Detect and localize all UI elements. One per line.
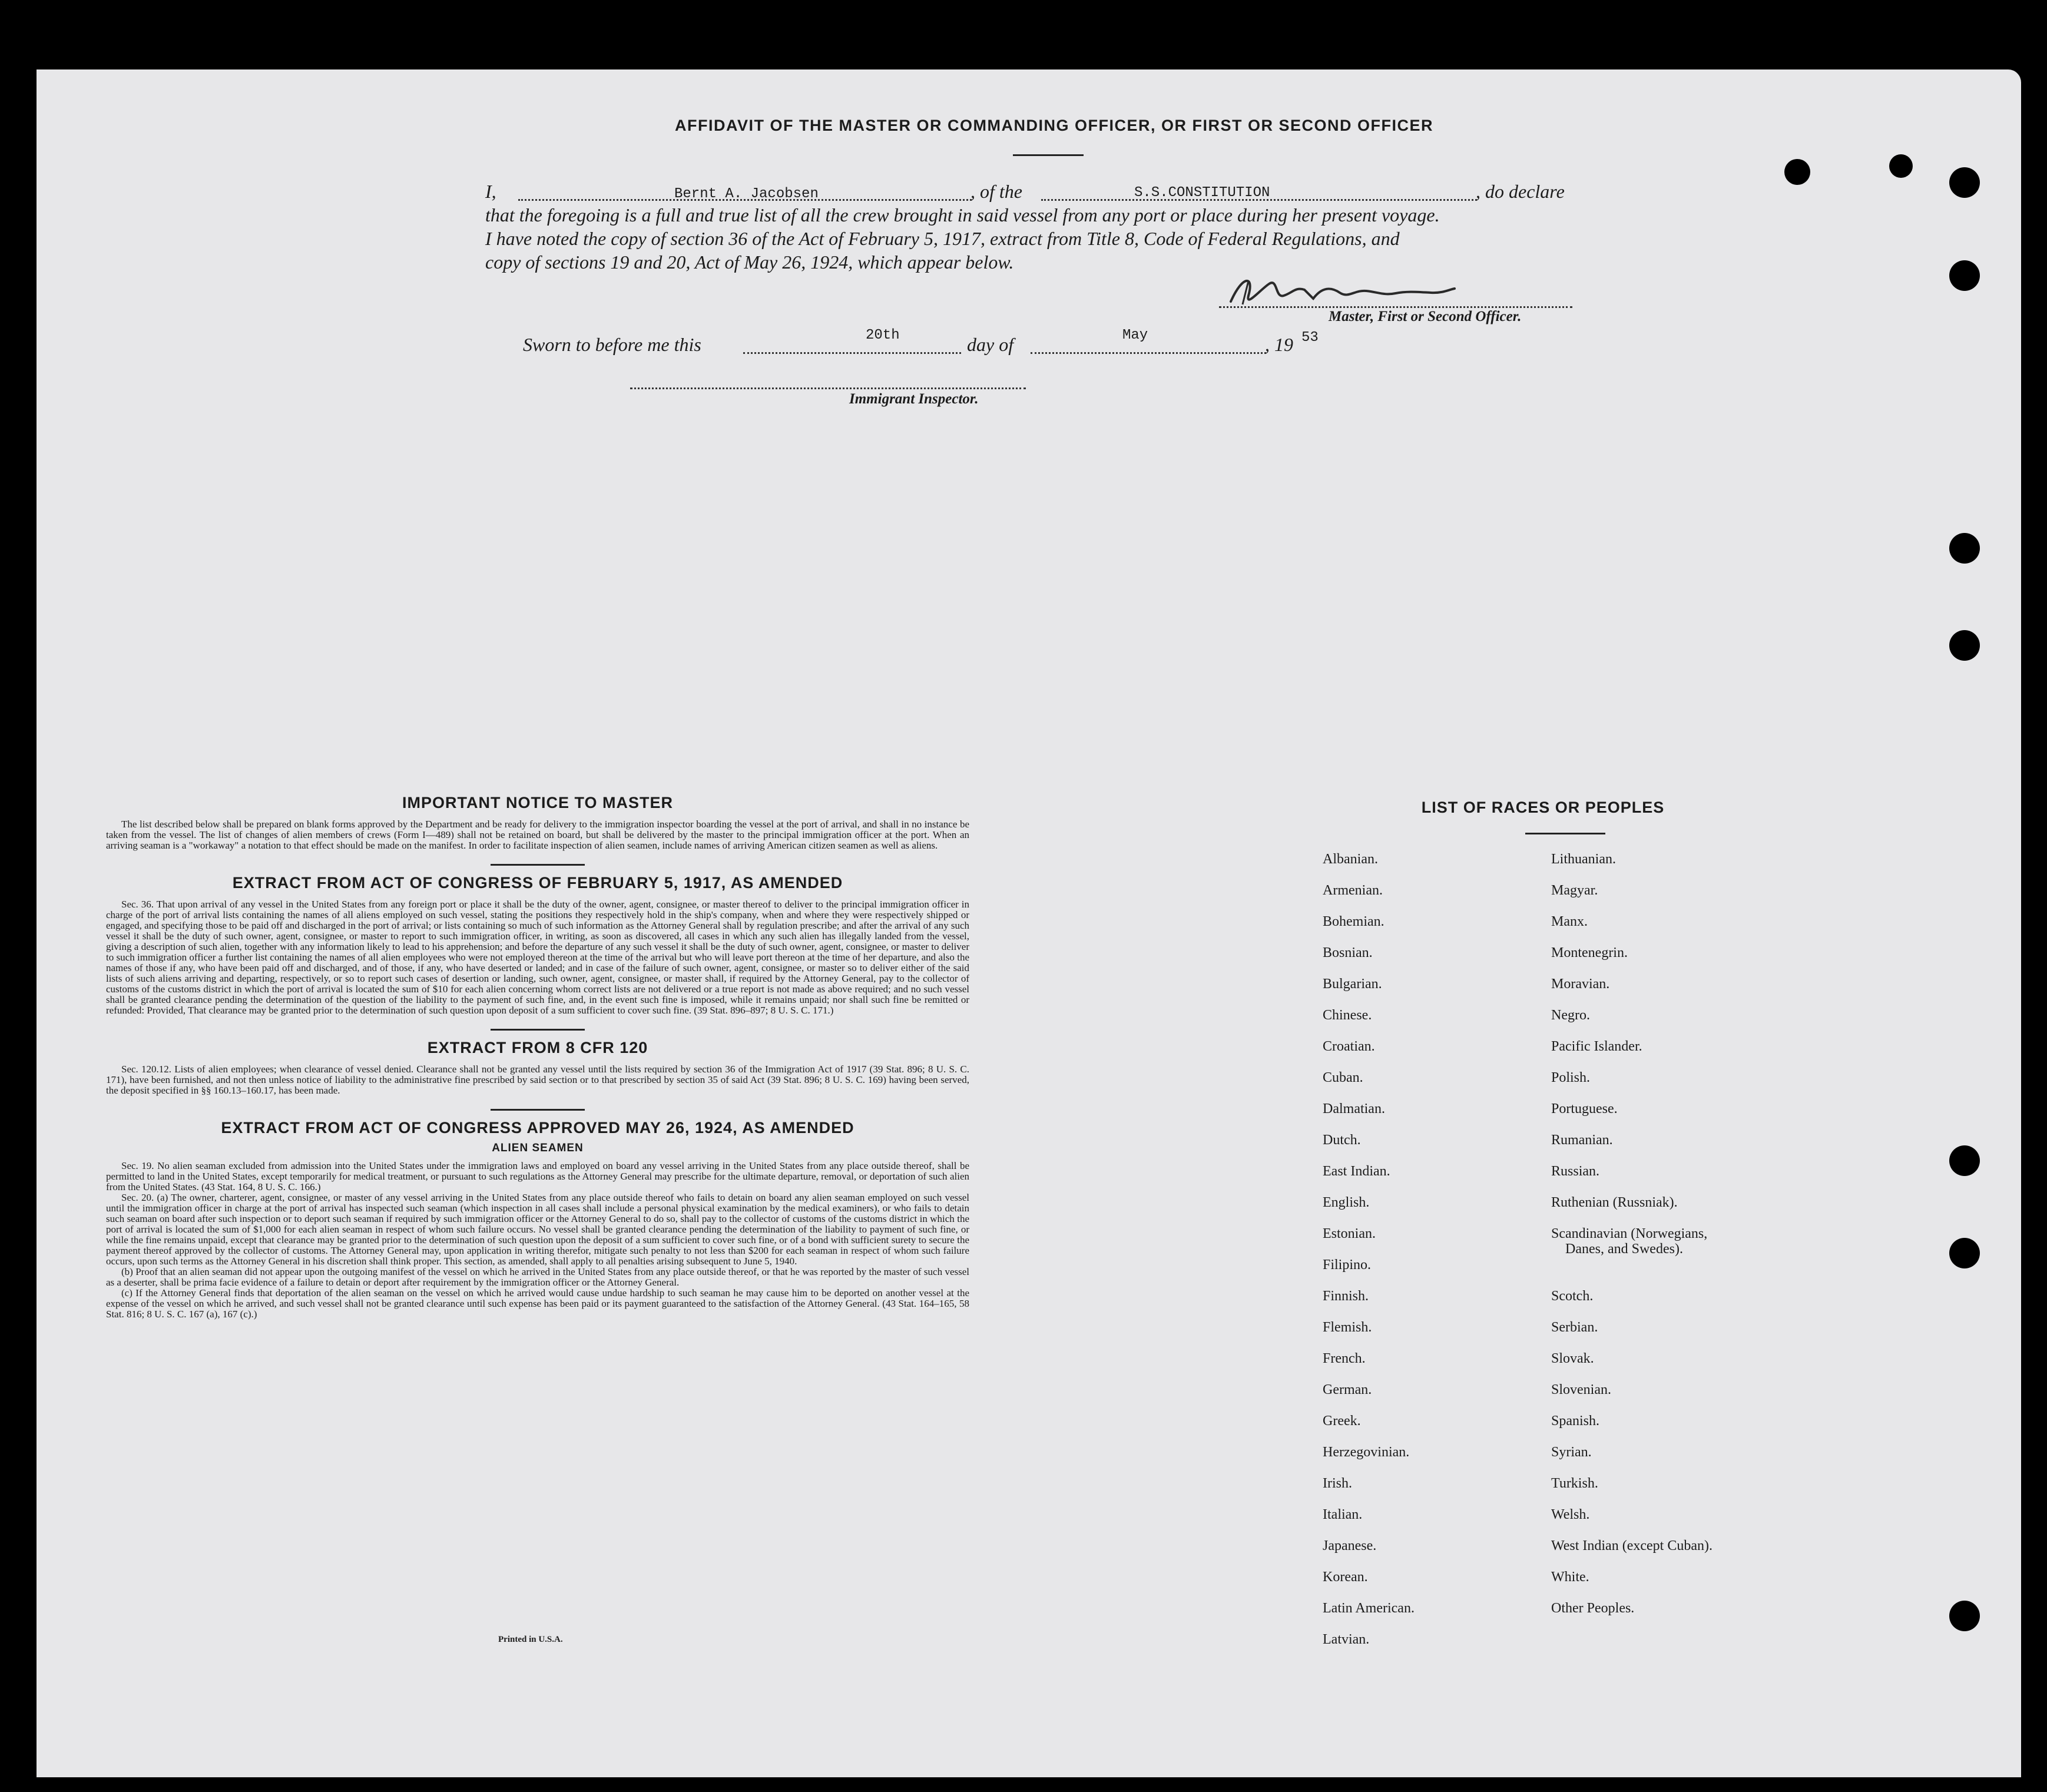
binder-hole bbox=[1784, 159, 1810, 185]
race-item: Herzegovinian. bbox=[1323, 1445, 1410, 1460]
race-item: Syrian. bbox=[1551, 1445, 1592, 1460]
race-item: Other Peoples. bbox=[1551, 1601, 1635, 1616]
race-item: Scandinavian (Norwegians, bbox=[1551, 1226, 1708, 1241]
race-item: Croatian. bbox=[1323, 1039, 1375, 1054]
race-item: Russian. bbox=[1551, 1164, 1600, 1179]
sworn-label: Sworn to before me this bbox=[523, 334, 701, 355]
race-item: Danes, and Swedes). bbox=[1565, 1241, 1683, 1257]
signature-caption: Master, First or Second Officer. bbox=[1329, 309, 1522, 324]
race-item: Turkish. bbox=[1551, 1476, 1598, 1491]
decl-line-2: that the foregoing is a full and true list of all the crew brought in said vessel from any port or place during her present voyage. bbox=[485, 204, 1440, 226]
race-item: Moravian. bbox=[1551, 976, 1610, 992]
decl-do-declare: , do declare bbox=[1476, 181, 1565, 202]
signature-line bbox=[1219, 306, 1572, 308]
race-item: Pacific Islander. bbox=[1551, 1039, 1642, 1054]
master-name-field: Bernt A. Jacobsen bbox=[674, 186, 819, 202]
notices-column bbox=[106, 794, 969, 1320]
section-divider bbox=[491, 1109, 585, 1111]
race-item: Slovak. bbox=[1551, 1351, 1594, 1366]
race-item: Irish. bbox=[1323, 1476, 1352, 1491]
decl-line-3: I have noted the copy of section 36 of the Act of February 5, 1917, extract from Title 8, Code of Federal Regulations, and bbox=[485, 228, 1400, 249]
race-item: Cuban. bbox=[1323, 1070, 1363, 1085]
race-item: Rumanian. bbox=[1551, 1132, 1613, 1148]
sworn-month-field: May bbox=[1122, 327, 1148, 343]
binder-hole bbox=[1949, 533, 1980, 564]
race-item: Albanian. bbox=[1323, 852, 1378, 867]
race-item: West Indian (except Cuban). bbox=[1551, 1538, 1713, 1553]
notice-title: IMPORTANT NOTICE TO MASTER bbox=[402, 794, 673, 811]
race-item: Italian. bbox=[1323, 1507, 1363, 1522]
extract-1917-text: Sec. 36. That upon arrival of any vessel in the United States from any foreign port or place it shall be the duty of the owner, agent, consignee, or master thereof to deliver to the principal immigration officer in charge of the port of arrival lists containing the names of all aliens employed on such vessel, stating the positions they respectively hold in the ship's company, when and where they were respectively shipped or engaged, and specifying those to be paid off and discharged in the port of arrival; or lists containing so much of such information as the Attorney General shall by regulation prescribe; and after the arrival of any such vessel it shall be the duty of such owner, agent, consignee, or master to report to such immigration officer, in writing, as soon as discovered, all cases in which any such alien has illegally landed from the vessel, giving a description of such alien, together with any information likely to lead to his apprehension; and before the departure of any such vessel it shall be the duty of such owner, agent, consignee, or master to deliver to such immigration officer a further list containing the names of all alien employees who were not employed thereon at the time of the arrival but who will leave port thereon at the time of her departure, and also the names of those if any, who have been paid off and discharged, and of those, if any, who have deserted or landed; and in case of the failure of such owner, agent, consignee, or master so to deliver either of the said lists of such aliens arriving and departing, respectively, or so to report such cases of desertion or landing, such owner, agent, consignee, or master shall, if required by the Attorney General, pay to the collector of customs of the customs district in which the port of arrival is located the sum of $10 for each alien concerning whom correct lists are not delivered or a true report is not made as above required; and no such vessel shall be granted clearance pending the determination of the question of the liability to the payment of such fine, and, in the event such fine is imposed, while it remains unpaid; nor shall such fine be remitted or refunded: Provided, That clearance may be granted prior to the determination of such question upon deposit of a sum sufficient to cover such fine. (39 Stat. 896–897; 8 U. S. C. 171.) bbox=[106, 899, 969, 1016]
race-item: Japanese. bbox=[1323, 1538, 1377, 1553]
decl-of-the: , of the bbox=[970, 181, 1022, 202]
race-item: Armenian. bbox=[1323, 883, 1383, 898]
printed-in-usa: Printed in U.S.A. bbox=[498, 1635, 563, 1644]
race-item: East Indian. bbox=[1323, 1164, 1390, 1179]
races-divider bbox=[1525, 833, 1605, 834]
section-divider bbox=[491, 864, 585, 866]
extract-1917-title: EXTRACT FROM ACT OF CONGRESS OF FEBRUARY 5, 1917, AS AMENDED bbox=[232, 874, 843, 892]
race-item: Latin American. bbox=[1323, 1601, 1415, 1616]
sworn-year-field: 53 bbox=[1301, 330, 1319, 346]
extract-1924-subtitle: ALIEN SEAMEN bbox=[492, 1142, 584, 1154]
section-divider bbox=[491, 1029, 585, 1031]
race-item: White. bbox=[1551, 1569, 1589, 1585]
vessel-name-field: S.S.CONSTITUTION bbox=[1134, 185, 1270, 201]
race-item: Ruthenian (Russniak). bbox=[1551, 1195, 1678, 1210]
year-prefix: , 19 bbox=[1265, 334, 1293, 355]
race-item: Montenegrin. bbox=[1551, 945, 1628, 960]
race-item: Chinese. bbox=[1323, 1008, 1372, 1023]
race-item: Negro. bbox=[1551, 1008, 1590, 1023]
race-item: Bosnian. bbox=[1323, 945, 1373, 960]
notice-text: The list described below shall be prepared on blank forms approved by the Department and be ready for delivery to the immigration inspector boarding the vessel at the port of arrival, and shall in no instance be taken from the vessel. The list of changes of alien members of crews (Form I—489) shall not be retained on board, but shall be delivered by the master to the principal immigration officer at the port. When an arriving seaman is a "workaway" a notation to that effect should be made on the manifest. In order to facilitate inspection of alien seamen, include names of arriving American citizen seamen as well as aliens. bbox=[106, 819, 969, 851]
sec-20c-text: (c) If the Attorney General finds that deportation of the alien seaman on the vessel on which he arrived would cause undue hardship to such seaman he may cause him to be deported on another vessel at the expense of the vessel on which he arrived, and such vessel shall not be granted clearance until such expense has been paid or its payment guaranteed to the satisfaction of the Attorney General. (43 Stat. 164–165, 58 Stat. 816; 8 U. S. C. 167 (a), 167 (c).) bbox=[106, 1287, 969, 1320]
extract-1924-title: EXTRACT FROM ACT OF CONGRESS APPROVED MAY 26, 1924, AS AMENDED bbox=[221, 1119, 854, 1137]
binder-hole bbox=[1949, 167, 1980, 198]
extract-cfr-title: EXTRACT FROM 8 CFR 120 bbox=[427, 1039, 648, 1056]
sworn-day-line bbox=[743, 352, 961, 354]
race-item: Polish. bbox=[1551, 1070, 1591, 1085]
inspector-signature-line bbox=[630, 387, 1026, 389]
affidavit-title: AFFIDAVIT OF THE MASTER OR COMMANDING OFFICER, OR FIRST OR SECOND OFFICER bbox=[675, 117, 1433, 134]
binder-hole bbox=[1949, 1145, 1980, 1176]
race-item: Dalmatian. bbox=[1323, 1101, 1385, 1117]
sec-20a-text: Sec. 20. (a) The owner, charterer, agent, consignee, or master of any vessel arriving in the United States from any place outside thereof who fails to detain on board any alien seaman employed on such vessel until the immigration officer in charge at the port of arrival has inspected such seaman (which inspection in all cases shall include a personal physical examination by the medical examiners), or who fails to detain such seaman on board after such inspection or to deport such seaman if required by such immigration officer or the Attorney General to do so, shall pay to the collector of customs of the customs district in which the port of arrival is located the sum of $1,000 for each alien seaman in respect of whom such failure occurs. No vessel shall be granted clearance pending the determination of the liability to payment of such fine, or while the fine remains unpaid, except that clearance may be granted prior to the determination of such question upon the deposit of a sum sufficient to cover such fine, or of a bond with sufficient surety to secure the payment thereof approved by the collector of customs. The Attorney General may, upon application in writing therefor, mitigate such penalty to not less than $200 for each seaman in respect of whom such failure occurs, upon such terms as the Attorney General in his discretion shall think proper. This section, as amended, shall apply to all penalties arising subsequent to June 5, 1940. bbox=[106, 1192, 969, 1267]
binder-hole bbox=[1949, 1238, 1980, 1268]
race-item: German. bbox=[1323, 1382, 1372, 1397]
binder-hole bbox=[1949, 260, 1980, 291]
binder-hole bbox=[1949, 1601, 1980, 1631]
race-item: Manx. bbox=[1551, 914, 1588, 929]
race-item: Slovenian. bbox=[1551, 1382, 1611, 1397]
race-item: Finnish. bbox=[1323, 1288, 1369, 1304]
race-item: Flemish. bbox=[1323, 1320, 1372, 1335]
race-item: Serbian. bbox=[1551, 1320, 1598, 1335]
sworn-month-line bbox=[1031, 352, 1266, 354]
sec-19-text: Sec. 19. No alien seaman excluded from admission into the United States under the immigration laws and employed on board any vessel arriving in the United States from any place outside thereof, shall be permitted to land in the United States, except temporarily for medical treatment, or pursuant to such regulations as the Attorney General may prescribe for the ultimate departure, removal, or deportation of such alien from the United States. (43 Stat. 164, 8 U. S. C. 166.) bbox=[106, 1160, 969, 1193]
race-item: French. bbox=[1323, 1351, 1366, 1366]
binder-hole bbox=[1949, 630, 1980, 661]
race-item: Greek. bbox=[1323, 1413, 1361, 1429]
race-item: Scotch. bbox=[1551, 1288, 1594, 1304]
sworn-day-field: 20th bbox=[866, 327, 900, 343]
races-title: LIST OF RACES OR PEOPLES bbox=[1421, 799, 1665, 816]
inspector-caption: Immigrant Inspector. bbox=[849, 391, 979, 407]
sec-20b-text: (b) Proof that an alien seaman did not appear upon the outgoing manifest of the vessel on which he arrived in the United States from any place outside thereof, or that he was reported by the master of such vessel as a deserter, shall be prima facie evidence of a failure to detain or deport after requirement by the immigration officer or the Attorney General. bbox=[106, 1266, 969, 1288]
race-item: Bulgarian. bbox=[1323, 976, 1382, 992]
race-item: Magyar. bbox=[1551, 883, 1598, 898]
race-item: Bohemian. bbox=[1323, 914, 1384, 929]
race-item: Latvian. bbox=[1323, 1632, 1370, 1647]
day-of-label: day of bbox=[967, 334, 1014, 355]
race-item: Spanish. bbox=[1551, 1413, 1600, 1429]
extract-cfr-text: Sec. 120.12. Lists of alien employees; when clearance of vessel denied. Clearance shall not be granted any vessel until the lists required by section 36 of the Immigration Act of 1917 (39 Stat. 896; 8 U. S. C. 171), have been furnished, and not then unless notice of liability to the administrative fine prescribed by said section or to that prescribed by section 35 of said Act (39 Stat. 896; 8 U. S. C. 169) having been served, the deposit specified in §§ 160.13–160.17, has been made. bbox=[106, 1064, 969, 1096]
binder-hole bbox=[1889, 154, 1913, 178]
race-item: Portuguese. bbox=[1551, 1101, 1618, 1117]
decl-i-label: I, bbox=[485, 181, 496, 202]
race-item: Filipino. bbox=[1323, 1257, 1372, 1273]
title-divider bbox=[1013, 154, 1084, 156]
decl-line-4: copy of sections 19 and 20, Act of May 26, 1924, which appear below. bbox=[485, 251, 1014, 273]
race-item: Estonian. bbox=[1323, 1226, 1376, 1241]
race-item: Korean. bbox=[1323, 1569, 1368, 1585]
race-item: Lithuanian. bbox=[1551, 852, 1616, 867]
race-item: Dutch. bbox=[1323, 1132, 1361, 1148]
race-item: English. bbox=[1323, 1195, 1370, 1210]
race-item: Welsh. bbox=[1551, 1507, 1590, 1522]
